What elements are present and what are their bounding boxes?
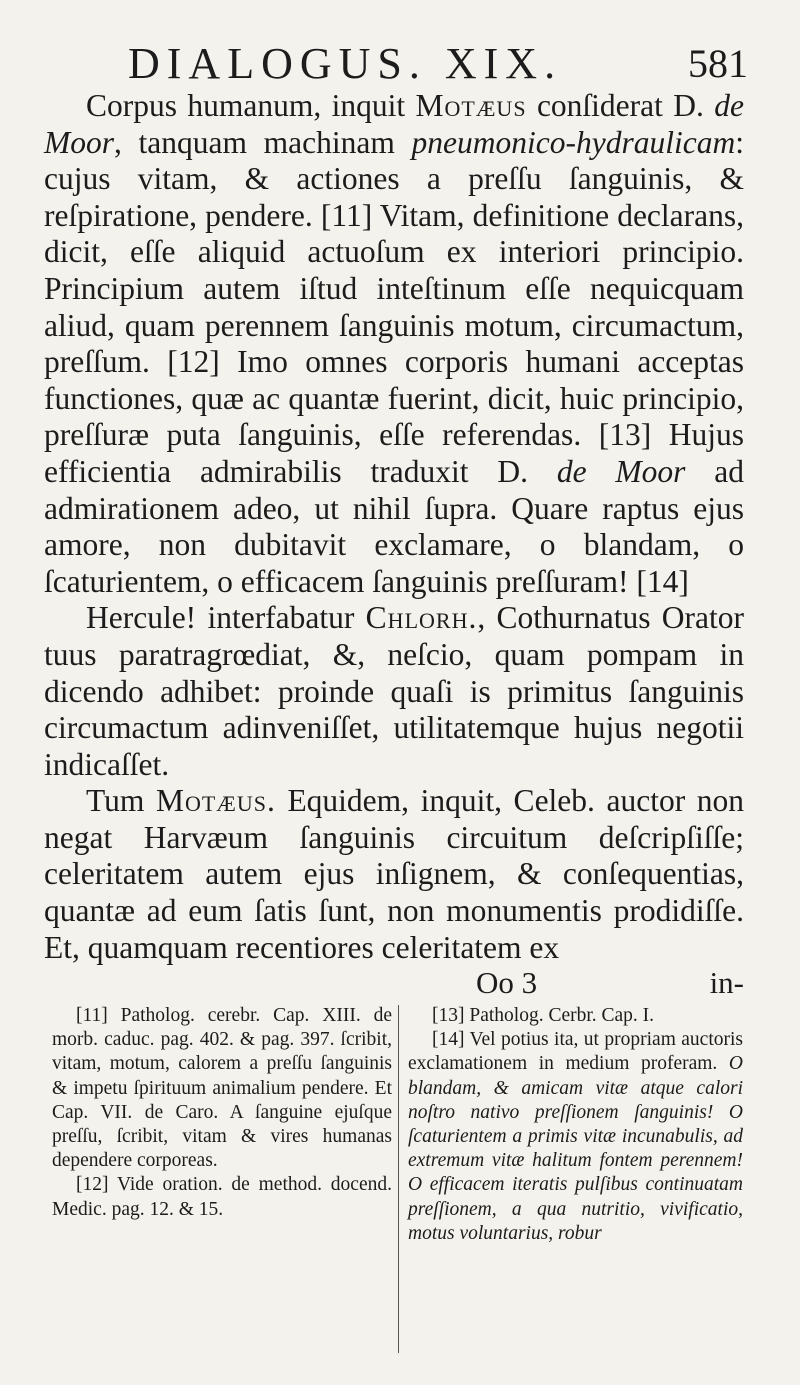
quoted-exclamation: O blandam, & amicam vitæ atque calori noſtro nativo preſſionem ſanguinis! O ſcaturientem a primis vitæ incunabulis, ad extremum vitæ halitum fontem perennem! O efficacem iteratis pulſibus continuatam preſſionem, a qua nutritio, vivificatio, motus voluntarius, robur xyxy=(408,1053,743,1244)
speaker-name: Motæus. xyxy=(155,783,276,819)
footnotes-left-column xyxy=(52,1004,392,1222)
speaker-name: Chlorh. xyxy=(365,600,478,636)
text-run: conſiderat D. xyxy=(526,88,715,123)
text-run: [14] Vel potius ita, ut propriam auctoris exclamationem in medium proferam. xyxy=(408,1029,743,1075)
text-run: , tanquam machinam xyxy=(114,124,412,160)
footnote-11: [11] Patholog. cerebr. Cap. XIII. de morb. caduc. pag. 402. & pag. 397. ſcribit, vitam, motum, calorem a preſſu ſanguinis & impetu ſpirituum animalium pendere. Et Cap. VII. de Caro. A ſanguine ejuſque preſſu, ſcribit, vitam & vires humanas dependere corporeas. xyxy=(52,1005,392,1172)
text-run: ad admirationem adeo, ut nihil ſupra. Quare raptus ejus amore, non dubitavit exclamare, o blandam, o ſcaturientem, o efficacem ſanguinis preſſuram! [14] xyxy=(44,453,745,599)
page-header xyxy=(128,38,748,90)
footnote-14 xyxy=(408,1028,743,1246)
speaker-name: Motæus xyxy=(415,88,527,123)
signature-mark: Oo 3 xyxy=(476,965,538,1000)
author-name: de Moor xyxy=(556,453,686,489)
page-number: 581 xyxy=(688,41,748,86)
footnote-12: [12] Vide oration. de method. docend. Medic. pag. 12. & 15. xyxy=(52,1174,392,1220)
catchword: in- xyxy=(709,965,744,1000)
text-run: Corpus humanum, inquit xyxy=(86,88,416,123)
catch-line xyxy=(44,966,744,1000)
text-run: : cujus vitam, & actiones a preſſu ſanguinis, & reſpiratione, pendere. [11] Vitam, definitione declarans, dicit, eſſe aliquid actuoſum ex interiori principio. Principium autem iſtud inteſtinum eſſe nequicquam aliud, quam perennem ſanguinis motum, circumactum, preſſum. [12] Imo omnes corporis humani acceptas functiones, quæ ac quantæ fuerint, dicit, huic principio, preſſuræ puta ſanguinis, eſſe referendas. [13] Hujus efficientia admirabilis traduxit D. xyxy=(44,124,744,489)
paragraph-1 xyxy=(44,88,744,600)
technical-term: pneumonico-hydraulicam xyxy=(411,124,736,160)
text-run: Equidem, inquit, Celeb. auctor non negat Harvæum ſanguinis circuitum deſcripſiſſe; celeritatem autem ejus inſignem, & conſequentias, quantæ ad eum ſatis ſunt, non monumentis prodidiſſe. Et, quamquam recentiores celeritatem ex xyxy=(44,783,744,965)
footnote-13: [13] Patholog. Cerbr. Cap. I. xyxy=(432,1005,655,1026)
author-name: de Moor xyxy=(44,88,745,160)
text-run: Hercule! interfabatur xyxy=(86,600,366,636)
text-run: , Cothurnatus Orator tuus paratragrœdiat, &, neſcio, quam pompam in dicendo adhibet: proinde quaſi is primitus ſanguinis circumactum adinveniſſet, utilitatemque hujus negotii indicaſſet. xyxy=(44,600,744,782)
footnotes-right-column xyxy=(408,1004,743,1246)
paragraph-2 xyxy=(44,600,744,783)
text-run: Tum xyxy=(86,783,156,819)
column-divider xyxy=(398,1005,399,1353)
main-text xyxy=(44,88,744,966)
running-title: DIALOGUS. XIX. xyxy=(128,39,563,88)
paragraph-3 xyxy=(44,783,744,966)
